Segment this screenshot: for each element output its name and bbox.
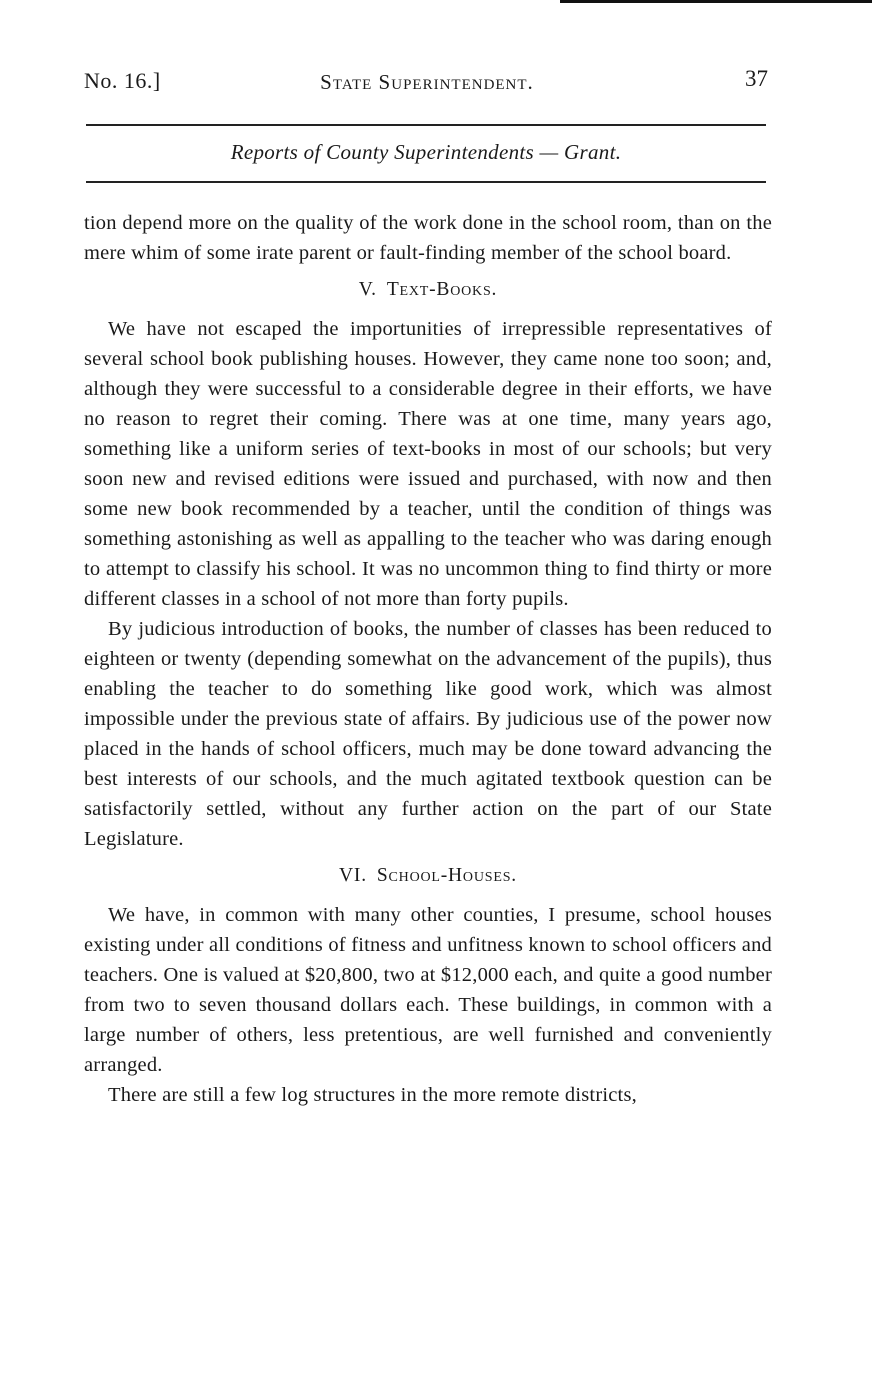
- header-rule-top: [86, 124, 766, 126]
- section-title: Text-Books.: [386, 279, 498, 300]
- running-header: [84, 62, 770, 98]
- section-heading-text-books: [84, 275, 772, 305]
- paragraph: By judicious introduction of books, the number of classes has been reduced to eighteen or twenty (depending somewhat on the advancement of the pupils), thus enabling the teacher to do something like good work, which was almost impossible under the previous state of affairs. By judicious use of the power now placed in the hands of school officers, much may be done toward advancing the best interests of our schools, and the much agitated textbook question can be satisfactorily settled, without any further action on the part of our State Legislature.: [84, 618, 772, 850]
- paragraph: We have, in common with many other counties, I presume, school houses existing under all conditions of fitness and unfitness known to school officers and teachers. One is valued at $20,800, two at $12,000 each, and quite a good number from two to seven thousand dollars each. These buildings, in common with a large number of others, less pretentious, are well furnished and conveniently arranged.: [84, 904, 772, 1076]
- section-numeral: V.: [358, 279, 377, 300]
- section-title: School-Houses.: [376, 865, 517, 886]
- section-numeral: VI.: [339, 865, 367, 886]
- header-title: State Superintendent.: [320, 70, 534, 94]
- document-number: No. 16.]: [84, 68, 161, 93]
- body-text: [84, 208, 772, 1110]
- paragraph: There are still a few log structures in the more remote districts,: [108, 1084, 637, 1106]
- paragraph: We have not escaped the importunities of irrepressible representatives of several school book publishing houses. However, they came none too soon; and, although they were successful to a considerable degree in their efforts, we have no reason to regret their coming. There was at one time, many years ago, something like a uniform series of text-books in most of our schools; but very soon new and revised editions were issued and purchased, with now and then some new book recommended by a teacher, until the condition of things was something astonishing as well as appalling to the teacher who was daring enough to attempt to classify his school. It was no uncommon thing to find thirty or more different classes in a school of not more than forty pupils.: [84, 318, 772, 610]
- page-number: 37: [745, 66, 768, 91]
- section-subheading: Reports of County Superintendents — Grant.: [230, 140, 622, 164]
- header-rule-bottom: [86, 181, 766, 183]
- paragraph-continued: tion depend more on the quality of the work done in the school room, than on the mere whim of some irate parent or fault-finding member of the school board.: [84, 212, 772, 264]
- page-edge-border: [560, 0, 872, 3]
- section-heading-school-houses: [84, 861, 772, 891]
